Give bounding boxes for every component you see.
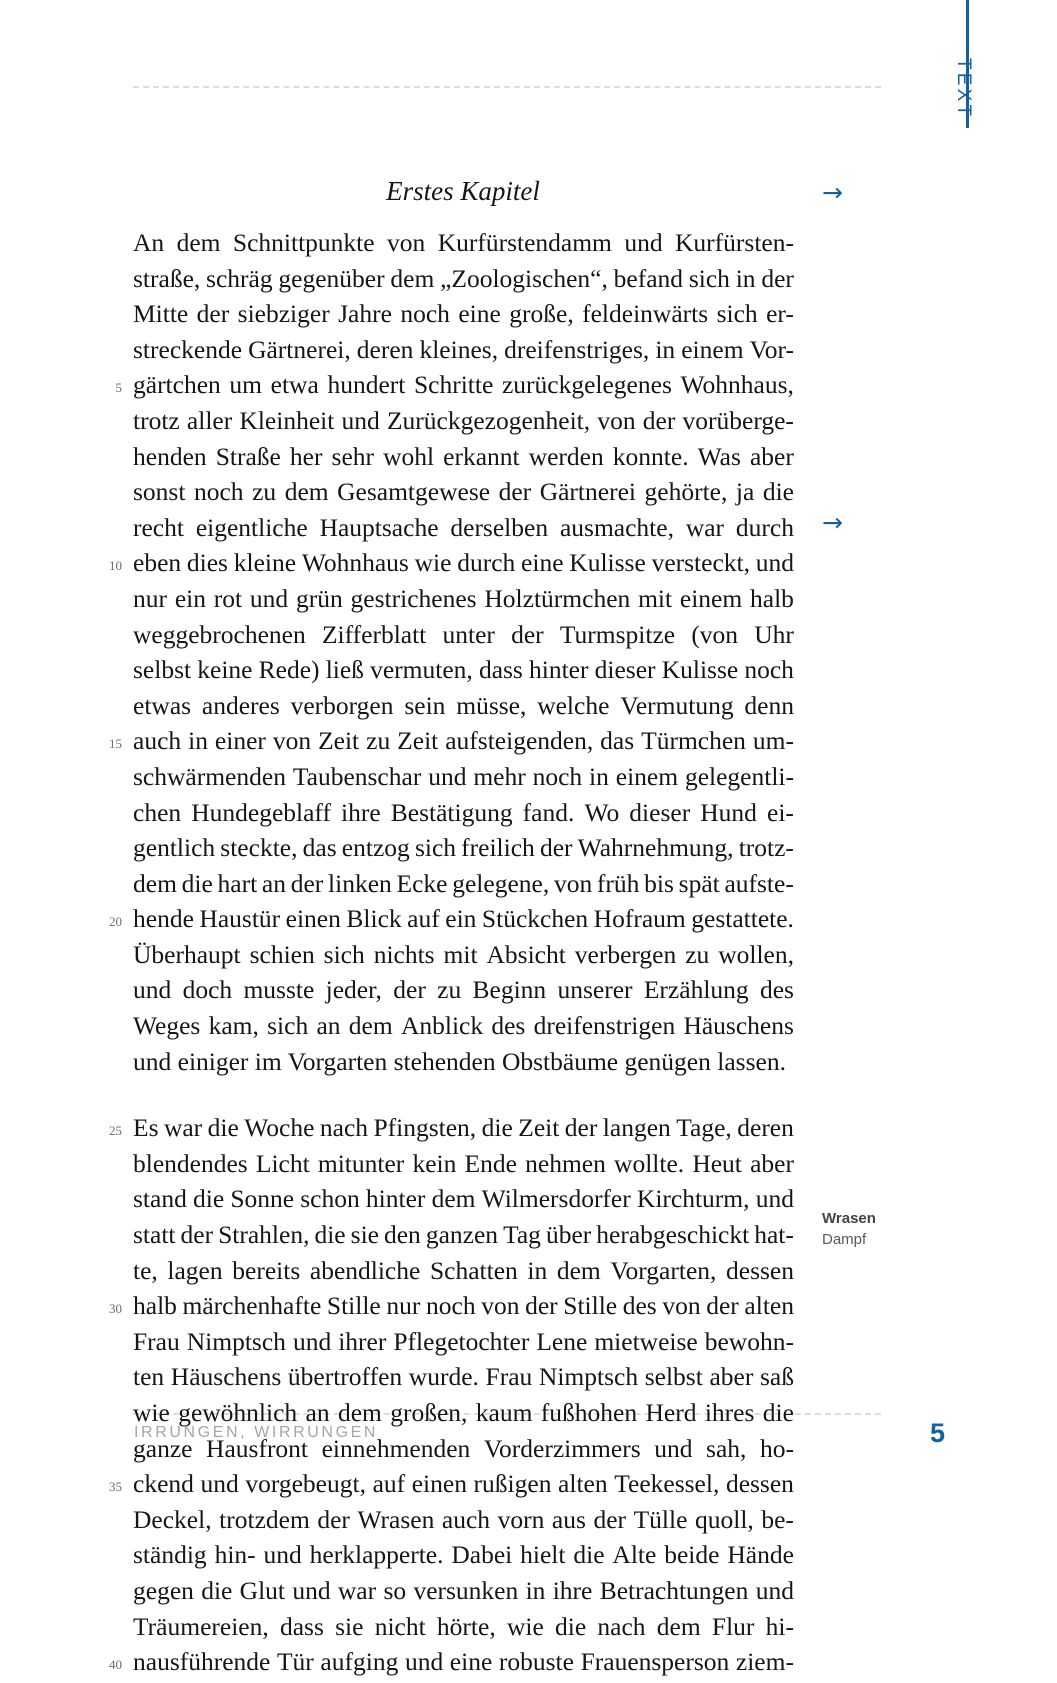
header-divider bbox=[133, 86, 881, 88]
line-text: blendendes Licht mitunter kein Ende nehmen wollte. Heut aber bbox=[133, 1148, 794, 1178]
text-line bbox=[109, 1647, 794, 1683]
gloss-lemma: Wrasen bbox=[822, 1210, 876, 1227]
line-text: henden Straße her sehr wohl erkannt werden konnte. Was aber bbox=[133, 441, 794, 471]
line-text: ständig hin- und herklapperte. Dabei hielt die Alte beide Hände bbox=[133, 1540, 794, 1570]
text-line bbox=[133, 869, 794, 905]
text-line bbox=[133, 1540, 794, 1576]
line-text: chen Hundegeblaff ihre Bestätigung fand. Wo dieser Hund ei- bbox=[133, 797, 794, 827]
chapter-heading: Erstes Kapitel bbox=[386, 176, 540, 206]
line-text: Deckel, trotzdem der Wrasen auch vorn aus der Tülle quoll, be- bbox=[133, 1504, 794, 1534]
line-number: 40 bbox=[109, 1657, 122, 1673]
line-text: nur ein rot und grün gestrichenes Holztürmchen mit einem halb bbox=[133, 583, 794, 613]
text-line bbox=[109, 1113, 794, 1149]
right-arrow-icon[interactable]: → bbox=[822, 178, 843, 207]
line-text: halb märchenhafte Stille nur noch von der Stille des von der alten bbox=[133, 1291, 794, 1321]
line-text: statt der Strahlen, die sie den ganzen Tag über herabgeschickt hat- bbox=[133, 1220, 794, 1250]
text-line bbox=[133, 584, 794, 620]
line-text: trotz aller Kleinheit und Zurückgezogenheit, von der vorüberge- bbox=[133, 405, 794, 435]
text-line bbox=[109, 726, 794, 762]
text-line bbox=[133, 1184, 794, 1220]
line-text: hende Haustür einen Blick auf ein Stückchen Hofraum gestattete. bbox=[133, 904, 794, 934]
text-line bbox=[133, 442, 794, 478]
text-line bbox=[133, 477, 794, 513]
text-line bbox=[133, 655, 794, 691]
line-text: Frau Nimptsch und ihrer Pflegetochter Lene mietweise bewohn- bbox=[133, 1326, 794, 1356]
text-line bbox=[133, 620, 794, 656]
line-text: ten Häuschens übertroffen wurde. Frau Nimptsch selbst aber saß bbox=[133, 1362, 794, 1392]
text-line bbox=[133, 798, 794, 834]
text-line bbox=[133, 940, 794, 976]
text-line bbox=[133, 1612, 794, 1648]
line-text: Träumereien, dass sie nicht hörte, wie die nach dem Flur hi- bbox=[133, 1611, 794, 1641]
text-line bbox=[133, 1505, 794, 1541]
line-text: straße, schräg gegenüber dem „Zoologischen“, befand sich in der bbox=[133, 263, 794, 293]
text-line bbox=[109, 1291, 794, 1327]
line-text: selbst keine Rede) ließ vermuten, dass hinter dieser Kulisse noch bbox=[133, 655, 794, 685]
line-text: eben dies kleine Wohnhaus wie durch eine Kulisse versteckt, und bbox=[133, 548, 794, 578]
text-line bbox=[133, 335, 794, 371]
line-number: 25 bbox=[109, 1123, 122, 1139]
text-line bbox=[133, 1047, 794, 1083]
line-text: streckende Gärtnerei, deren kleines, dreifenstriges, in einem Vor- bbox=[133, 334, 794, 364]
line-text: stand die Sonne schon hinter dem Wilmersdorfer Kirchturm, und bbox=[133, 1184, 794, 1214]
text-line bbox=[133, 1576, 794, 1612]
text-line bbox=[133, 1362, 794, 1398]
text-line bbox=[133, 1220, 794, 1256]
text-line bbox=[109, 548, 794, 584]
text-line bbox=[133, 264, 794, 300]
line-text: und doch musste jeder, der zu Beginn unserer Erzählung des bbox=[133, 975, 794, 1005]
line-text: An dem Schnittpunkte von Kurfürstendamm und Kurfürsten- bbox=[133, 228, 794, 257]
text-line bbox=[133, 1011, 794, 1047]
text-line bbox=[133, 406, 794, 442]
line-number: 35 bbox=[109, 1479, 122, 1495]
right-arrow-icon[interactable]: → bbox=[822, 508, 843, 537]
text-line bbox=[133, 833, 794, 869]
text-line bbox=[133, 1149, 794, 1185]
line-text: etwas anderes verborgen sein müsse, welche Vermutung denn bbox=[133, 690, 794, 720]
text-line bbox=[133, 1327, 794, 1363]
line-text: Überhaupt schien sich nichts mit Absicht verbergen zu wollen, bbox=[133, 939, 794, 969]
line-text: Mitte der siebziger Jahre noch eine große, feldeinwärts sich er- bbox=[133, 299, 794, 329]
line-text: auch in einer von Zeit zu Zeit aufsteigenden, das Türmchen um- bbox=[133, 726, 794, 756]
text-line bbox=[115, 370, 794, 406]
line-text: schwärmenden Taubenschar und mehr noch in einem gelegentli- bbox=[133, 761, 794, 791]
gloss-sense: Dampf bbox=[822, 1231, 867, 1249]
text-line bbox=[133, 762, 794, 798]
line-text: und einiger im Vorgarten stehenden Obstbäume genügen lassen. bbox=[133, 1046, 786, 1076]
page-number: 5 bbox=[930, 1418, 946, 1448]
line-text: Es war die Woche nach Pfingsten, die Zeit der langen Tage, deren bbox=[133, 1113, 794, 1143]
text-line bbox=[109, 1469, 794, 1505]
line-number: 5 bbox=[115, 380, 122, 396]
line-text: ganze Hausfront einnehmenden Vorderzimmers und sah, ho- bbox=[133, 1433, 794, 1463]
line-text: ckend und vorgebeugt, auf einen rußigen alten Teekessel, dessen bbox=[133, 1469, 794, 1499]
line-number: 15 bbox=[109, 736, 122, 752]
marginal-gloss bbox=[822, 1208, 972, 1251]
text-line bbox=[133, 228, 794, 264]
text-line bbox=[109, 904, 794, 940]
line-text: te, lagen bereits abendliche Schatten in dem Vorgarten, dessen bbox=[133, 1255, 794, 1285]
line-text: sonst noch zu dem Gesamtgewese der Gärtnerei gehörte, ja die bbox=[133, 477, 794, 507]
text-line bbox=[133, 691, 794, 727]
line-text: dem die hart an der linken Ecke gelegene, von früh bis spät aufste- bbox=[133, 868, 794, 898]
line-text: gentlich steckte, das entzog sich freilich der Wahrnehmung, trotz- bbox=[133, 833, 794, 863]
line-text: weggebrochenen Zifferblatt unter der Turmspitze (von Uhr bbox=[133, 619, 794, 649]
line-text: Weges kam, sich an dem Anblick des dreifenstrigen Häuschens bbox=[133, 1011, 794, 1041]
line-text: nausführende Tür aufging und eine robuste Frauensperson ziem- bbox=[133, 1647, 794, 1677]
section-tab-label: TEXT bbox=[953, 58, 974, 120]
line-number: 10 bbox=[109, 558, 122, 574]
line-text: wie gewöhnlich an dem großen, kaum fußhohen Herd ihres die bbox=[133, 1398, 794, 1427]
line-text: recht eigentliche Hauptsache derselben ausmachte, war durch bbox=[133, 512, 794, 542]
line-number: 20 bbox=[109, 914, 122, 930]
text-column bbox=[109, 228, 794, 1683]
line-number: 30 bbox=[109, 1301, 122, 1317]
running-title: IRRUNGEN, WIRRUNGEN bbox=[134, 1424, 379, 1441]
paragraph bbox=[109, 1113, 794, 1683]
text-line bbox=[133, 1256, 794, 1292]
text-line bbox=[133, 975, 794, 1011]
text-line bbox=[133, 513, 794, 549]
line-text: gärtchen um etwa hundert Schritte zurückgelegenes Wohnhaus, bbox=[133, 370, 794, 400]
paragraph bbox=[109, 228, 794, 1082]
line-text: gegen die Glut und war so versunken in ihre Betrachtungen und bbox=[133, 1575, 794, 1605]
text-line bbox=[133, 299, 794, 335]
